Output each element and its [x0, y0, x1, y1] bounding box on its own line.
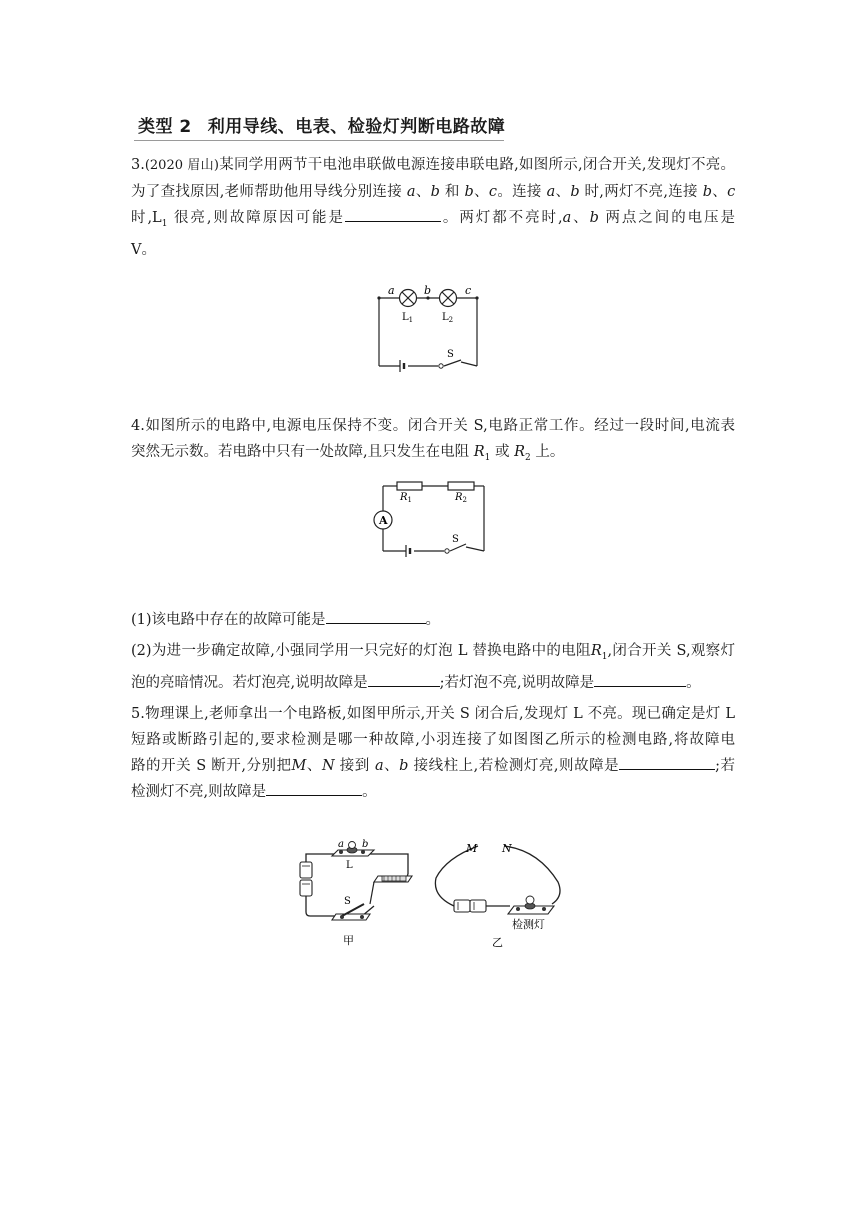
terminal-a-label: a — [338, 839, 344, 850]
figure-yi-caption: 乙 — [492, 936, 503, 949]
lamp-l1-icon — [400, 290, 417, 307]
node-label-b: b — [424, 284, 432, 297]
q4-answer-blank-3[interactable] — [594, 671, 686, 687]
lead-m-label: M — [466, 842, 478, 855]
resistor-r1-label: $R_1$ — [400, 492, 412, 504]
q3-source: (2020 眉山) — [144, 158, 219, 173]
q5-line-3: 路的开关 S 断开,分别把M、N 接到 a、b 接线柱上,若检测灯亮,则故障是 ;若 — [131, 753, 735, 779]
battery-icon — [406, 545, 410, 557]
q4-answer-blank-1[interactable] — [326, 608, 426, 624]
section-title-text: 利用导线、电表、检验灯判断电路故障 — [207, 117, 506, 137]
lead-n-label: N — [502, 842, 512, 855]
resistor-r2-label: $R_2$ — [455, 492, 467, 504]
node-label-c: c — [465, 284, 472, 297]
switch-label: S — [447, 349, 454, 360]
question-4-parts — [131, 607, 735, 805]
figure-jia-caption: 甲 — [343, 934, 354, 947]
test-lamp-icon — [508, 896, 554, 914]
q5-answer-blank-1[interactable] — [619, 754, 715, 770]
ammeter-label: A — [379, 514, 388, 527]
q4-answer-blank-2[interactable] — [368, 671, 440, 687]
q3-line-3: 时$,L_1$ 很亮,则故障原因可能是 。两灯都不亮时,a、b 两点之间的电压是 — [131, 205, 735, 237]
test-lamp-label: 检测灯 — [512, 918, 545, 931]
lamp-l2-icon — [440, 290, 457, 307]
section-type-label: 类型 2 — [138, 117, 192, 137]
question-3 — [131, 152, 735, 263]
q3-line-4: V。 — [131, 241, 156, 258]
q4-sub-1: (1)该电路中存在的故障可能是 。 — [131, 607, 735, 633]
q5-answer-blank-2[interactable] — [266, 780, 362, 796]
switch-contact-icon — [445, 549, 449, 553]
switch-label: S — [452, 534, 459, 545]
node-label-a: a — [388, 284, 395, 297]
q4-sub-2-line-2: 泡的亮暗情况。若灯泡亮,说明故障是 ;若灯泡不亮,说明故障是 。 — [131, 670, 735, 696]
q5-line-1: 5.物理课上,老师拿出一个电路板,如图甲所示,开关 S 闭合后,发现灯 L 不亮。现已确定是灯 L — [131, 705, 735, 722]
q4-circuit-figure — [370, 478, 490, 558]
battery-cells-icon — [454, 900, 486, 912]
q4-line-2: 突然无示数。若电路中只有一处故障,且只发生在电阻 $R_1$ 或 $R_2$ 上。 — [131, 444, 565, 463]
q3-circuit-figure — [372, 280, 488, 376]
resistor-r2-icon — [448, 482, 474, 490]
lamp-l1-label: $L_1$ — [402, 312, 414, 324]
q3-answer-blank-1[interactable] — [345, 206, 441, 222]
section-heading — [134, 112, 504, 141]
q5-line-4: 检测灯不亮,则故障是 。 — [131, 779, 735, 805]
knife-switch-icon — [332, 904, 370, 920]
q3-line-1: 3.(2020 眉山)某同学用两节干电池串联做电源连接串联电路,如图所示,闭合开关,发现灯不亮。 — [131, 157, 735, 173]
q3-line-2: 为了查找原因,老师帮助他用导线分别连接 a、b 和 b、c。连接 a、b 时,两灯不亮,连接 b、c — [131, 184, 736, 200]
terminal-b-label: b — [362, 839, 369, 850]
q4-line-1: 4.如图所示的电路中,电源电压保持不变。闭合开关 S,电路正常工作。经过一段时间,电流表 — [131, 418, 735, 434]
lamp-l2-label: $L_2$ — [442, 312, 454, 324]
q5-line-2: 短路或断路引起的,要求检测是哪一种故障,小羽连接了如图图乙所示的检测电路,将故障电 — [131, 731, 735, 748]
q4-sub-2-line-1: (2)为进一步确定故障,小强同学用一只完好的灯泡 L 替换电路中的电阻$R_1$,闭合开关 S,观察灯 — [131, 643, 735, 662]
battery-cells-icon — [300, 862, 312, 896]
lamp-l-label: L — [346, 860, 353, 871]
figure-jia — [296, 834, 416, 952]
rheostat-icon — [370, 876, 412, 904]
battery-icon — [400, 360, 404, 372]
figure-yi — [428, 838, 574, 952]
question-4 — [131, 413, 735, 471]
resistor-r1-icon — [397, 482, 422, 490]
switch-contact-icon — [439, 364, 443, 368]
switch-s-label: S — [344, 896, 351, 907]
